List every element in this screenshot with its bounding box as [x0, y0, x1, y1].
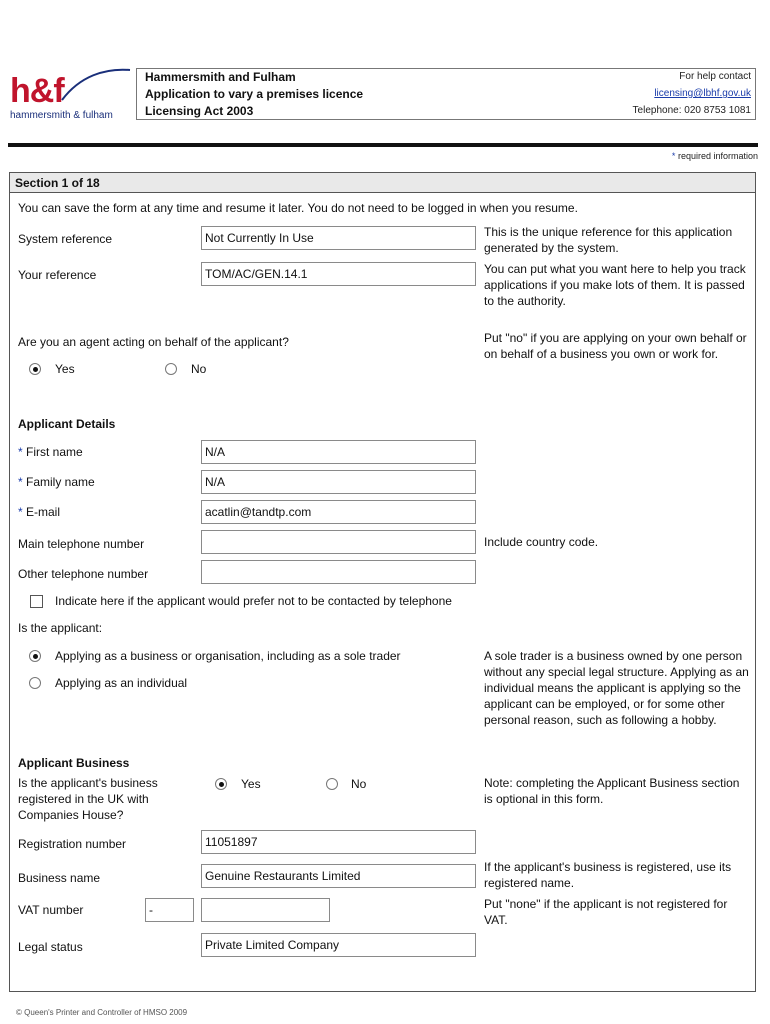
main-phone-help: Include country code.	[484, 535, 599, 549]
logo-swoosh-icon	[60, 66, 132, 106]
email-field[interactable]: acatlin@tandtp.com	[201, 500, 476, 524]
council-logo	[10, 66, 130, 122]
logo-subtitle: hammersmith & fulham	[10, 110, 113, 121]
first-name-field[interactable]: N/A	[201, 440, 476, 464]
vat-prefix-field[interactable]: -	[145, 898, 194, 922]
applicant-business-heading: Applicant Business	[18, 756, 130, 770]
logo-wordmark: h&f	[10, 72, 64, 110]
first-name-label: * First name	[18, 445, 83, 459]
email-label: * E-mail	[18, 505, 61, 519]
system-reference-field[interactable]: Not Currently In Use	[201, 226, 476, 250]
registered-yes-radio[interactable]	[215, 778, 227, 790]
required-note	[672, 151, 758, 161]
applicant-details-heading: Applicant Details	[18, 417, 116, 431]
business-name-help: If the applicant's business is registered, use its registered name.	[484, 860, 732, 890]
no-phone-label: Indicate here if the applicant would prefer not to be contacted by telephone	[55, 594, 452, 608]
business-option-label: Applying as a business or organisation, including as a sole trader	[55, 649, 401, 663]
required-note-text: required information	[677, 151, 758, 161]
applicant-type-help: A sole trader is a business owned by one person without any special legal structure. Applying as an individual means the applicant is applying so the applicant can be employed, or for some other personal reason, such as following a hobby.	[484, 649, 749, 727]
main-phone-field[interactable]	[201, 530, 476, 554]
help-phone: Telephone: 020 8753 1081	[632, 105, 751, 116]
individual-option-label: Applying as an individual	[55, 676, 188, 690]
your-reference-label: Your reference	[18, 268, 97, 282]
business-name-label: Business name	[18, 871, 101, 885]
registered-help: Note: completing the Applicant Business section is optional in this form.	[484, 776, 740, 806]
agent-no-radio[interactable]	[165, 363, 177, 375]
form-title: Application to vary a premises licence	[145, 87, 364, 101]
registration-number-field[interactable]: 11051897	[201, 830, 476, 854]
vat-number-field[interactable]	[201, 898, 330, 922]
system-reference-help: This is the unique reference for this application generated by the system.	[484, 225, 733, 255]
other-phone-field[interactable]	[201, 560, 476, 584]
your-reference-field[interactable]: TOM/AC/GEN.14.1	[201, 262, 476, 286]
other-phone-label: Other telephone number	[18, 567, 149, 581]
agent-no-label: No	[191, 362, 207, 376]
council-name: Hammersmith and Fulham	[145, 70, 296, 84]
help-email-link[interactable]: licensing@lbhf.gov.uk	[654, 88, 751, 99]
no-phone-checkbox[interactable]	[30, 595, 43, 608]
save-note: You can save the form at any time and resume it later. You do not need to be logged in when you resume.	[18, 201, 578, 215]
agent-question: Are you an agent acting on behalf of the applicant?	[18, 335, 289, 349]
registered-question: Is the applicant's business registered in the UK with Companies House?	[18, 776, 158, 822]
required-star: *	[671, 151, 676, 161]
family-name-field[interactable]: N/A	[201, 470, 476, 494]
individual-radio[interactable]	[29, 677, 41, 689]
legal-status-label: Legal status	[18, 940, 83, 954]
legal-status-field[interactable]: Private Limited Company	[201, 933, 476, 957]
header-divider	[8, 143, 758, 147]
your-reference-help: You can put what you want here to help you track applications if you make lots of them. It is passed to the authority.	[484, 262, 746, 308]
form-act: Licensing Act 2003	[145, 104, 254, 118]
registration-number-label: Registration number	[18, 837, 127, 851]
system-reference-label: System reference	[18, 232, 113, 246]
help-contact-label: For help contact	[679, 71, 751, 82]
registered-yes-label: Yes	[241, 777, 261, 791]
section-heading: Section 1 of 18	[9, 172, 756, 193]
vat-number-label: VAT number	[18, 903, 84, 917]
vat-help: Put "none" if the applicant is not registered for VAT.	[484, 897, 728, 927]
family-name-label: * Family name	[18, 475, 95, 489]
registered-no-label: No	[351, 777, 367, 791]
applicant-type-question: Is the applicant:	[18, 621, 103, 635]
agent-help: Put "no" if you are applying on your own behalf or on behalf of a business you own or work for.	[484, 331, 747, 361]
form-header	[136, 68, 756, 120]
main-phone-label: Main telephone number	[18, 537, 145, 551]
copyright-footer: © Queen's Printer and Controller of HMSO 2009	[16, 1008, 188, 1017]
business-radio[interactable]	[29, 650, 41, 662]
agent-yes-label: Yes	[55, 362, 75, 376]
business-name-field[interactable]: Genuine Restaurants Limited	[201, 864, 476, 888]
registered-no-radio[interactable]	[326, 778, 338, 790]
agent-yes-radio[interactable]	[29, 363, 41, 375]
